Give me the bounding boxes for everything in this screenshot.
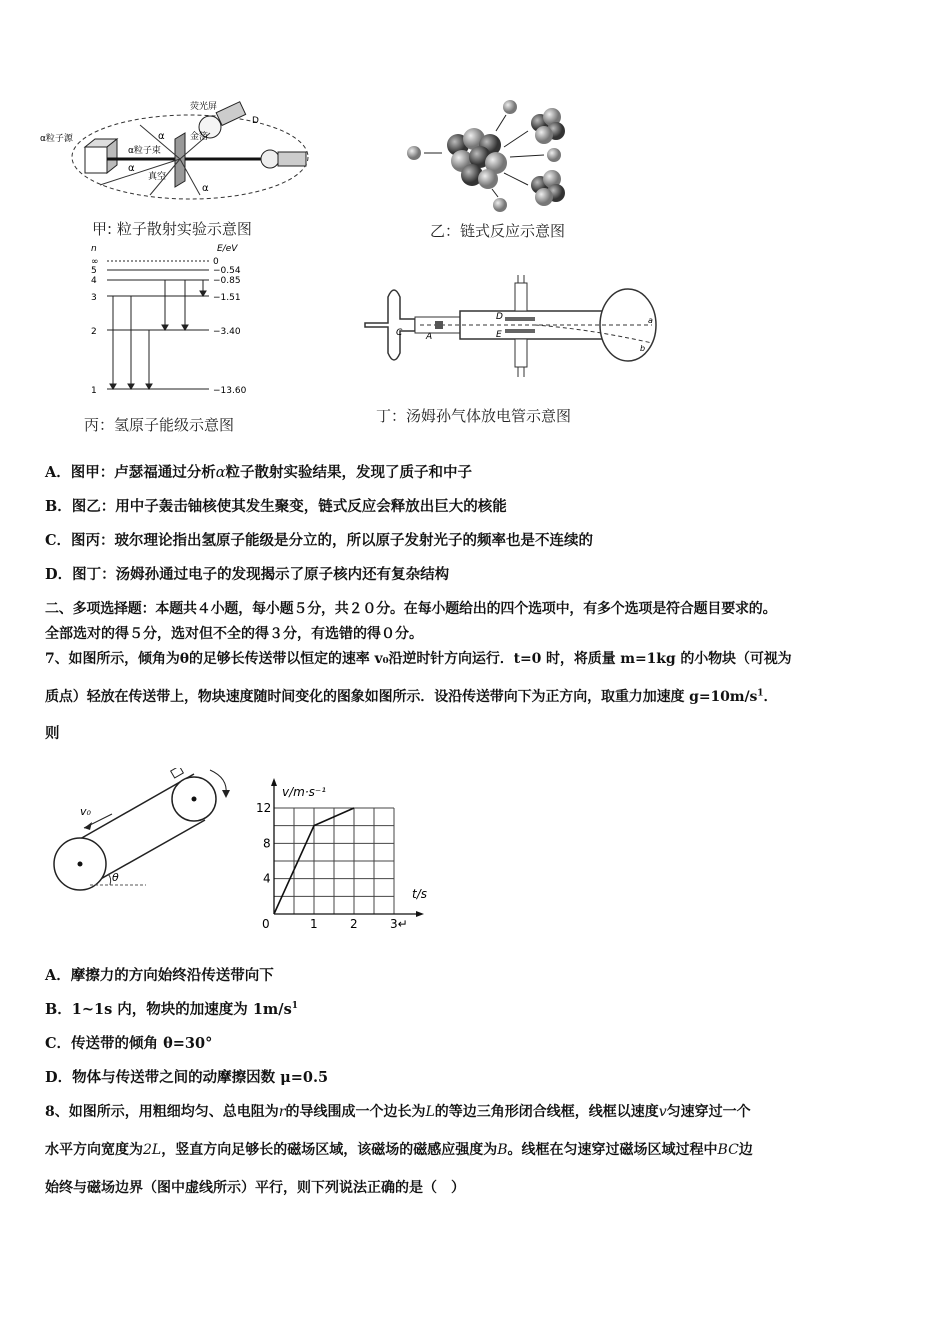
y-axis-arrow [271,778,277,786]
x-axis-arrow [416,911,424,917]
level-n-4: 4 [91,276,97,286]
x-tick-label: 3↵ [390,917,408,931]
vt-ylabel: v/m·s⁻¹ [282,785,327,799]
label-theta: θ [112,871,119,884]
label-vacuum: 真空 [148,172,167,182]
fragment-top [531,108,565,144]
level-e-1: −13.60 [213,386,247,396]
vt-origin: 0 [262,917,270,931]
vt-chart [252,770,442,938]
uranium-nucleus [447,128,507,189]
figure-yi [400,95,590,215]
vt-graph [252,770,442,938]
level-n-inf: ∞ [91,257,99,267]
label-alpha-3: α [202,183,209,194]
level-n-5: 5 [91,266,97,276]
y-tick-label: 12 [256,801,272,815]
label-point-a: a [648,316,653,325]
level-e-3: −1.51 [213,293,241,303]
q8-line3: 始终与磁场边界（图中虚线所示）平行，则下列说法正确的是（ ） [45,1180,465,1196]
energy-level-diagram [85,240,265,400]
n-header: n [91,244,97,254]
q7-option-b: B．1~1s 内，物块的加速度为 $1m/s^1$ [45,1001,298,1018]
caption-ding: 丁：汤姆孙气体放电管示意图 [376,407,572,425]
chain-reaction-diagram [400,95,590,215]
label-beam: α粒子束 [128,146,161,156]
q6-option-b: B．图乙：用中子轰击铀核使其发生聚变，链式反应会释放出巨大的核能 [45,498,507,515]
level-e-5: −0.54 [213,266,241,276]
level-n-3: 3 [91,293,97,303]
label-alpha-source: α粒子源 [40,134,73,144]
level-e-inf: 0 [213,257,219,267]
label-d-plate: D [496,312,503,322]
caption-bing: 丙：氢原子能级示意图 [84,416,235,434]
q8-line2: 水平方向宽度为2L，竖直方向足够长的磁场区域，该磁场的磁感应强度为B。线框在匀速穿过磁场区域过程中BC边 [45,1142,753,1158]
section2-line1: 二、多项选择题：本题共４小题，每小题５分，共２０分。在每小题给出的四个选项中，有多个选项是符合题目要求的。 [45,601,777,617]
label-d: D [252,116,259,126]
label-a: A [426,332,433,342]
q7-option-d: D．物体与传送带之间的动摩擦因数 μ=0.5 [45,1069,329,1086]
fragment-bottom [531,170,565,206]
conveyor-belt-diagram [50,768,240,893]
discharge-tube-diagram [360,275,660,385]
vt-xlabel: t/s [412,887,427,901]
block [171,768,184,778]
label-e-plate: E [496,330,502,340]
q8-line1: 8、如图所示，用粗细均匀、总电阻为r的导线围成一个边长为L的等边三角形闭合线框，线框以速度v匀速穿过一个 [45,1104,751,1120]
level-e-4: −0.85 [213,276,241,286]
label-c: C [396,328,403,338]
e-header: E/eV [217,244,238,254]
caption-jia: 甲: 粒子散射实验示意图 [92,220,252,238]
q6-option-c: C．图丙：玻尔理论指出氢原子能级是分立的，所以原子发射光子的频率也是不连续的 [45,532,594,549]
level-n-1: 1 [91,386,97,396]
label-foil: 金箔 [190,132,209,142]
level-e-2: −3.40 [213,327,241,337]
level-n-2: 2 [91,327,97,337]
q6-option-a: A．图甲：卢瑟福通过分析α粒子散射实验结果，发现了质子和中子 [45,464,473,481]
figure-bing [85,240,265,400]
y-tick-label: 8 [263,836,271,851]
label-alpha-1: α [158,131,165,142]
y-tick-label: 4 [263,871,271,886]
q7-option-c: C．传送带的倾角 θ=30° [45,1035,213,1052]
x-tick-label: 1 [310,917,318,931]
q7-line1: 7、如图所示，倾角为θ的足够长传送带以恒定的速率 v₀沿逆时针方向运行．t=0 时，将质量 m=1kg 的小物块（可视为 [45,651,792,667]
conveyor-belt-figure [50,768,240,893]
caption-yi: 乙：链式反应示意图 [430,222,566,240]
label-alpha-2: α [128,163,135,174]
q7-option-a: A．摩擦力的方向始终沿传送带向下 [45,967,274,984]
section2-line2: 全部选对的得５分，选对但不全的得３分，有选错的得０分。 [45,626,423,642]
label-point-b: b [640,344,646,353]
alpha-symbol: α [215,465,226,481]
q7-line3: 则 [45,725,60,742]
figure-ding [360,275,660,385]
label-screen: 荧光屏 [190,102,218,112]
q7-line2: 质点）轻放在传送带上，物块速度随时间变化的图象如图所示．设沿传送带向下为正方向，取重力加速度 $g=10m/s^1$． [45,688,778,705]
q6-option-d: D．图丁：汤姆孙通过电子的发现揭示了原子核内还有复杂结构 [45,566,450,583]
x-tick-label: 2 [350,917,358,931]
label-v0: v₀ [80,805,91,818]
